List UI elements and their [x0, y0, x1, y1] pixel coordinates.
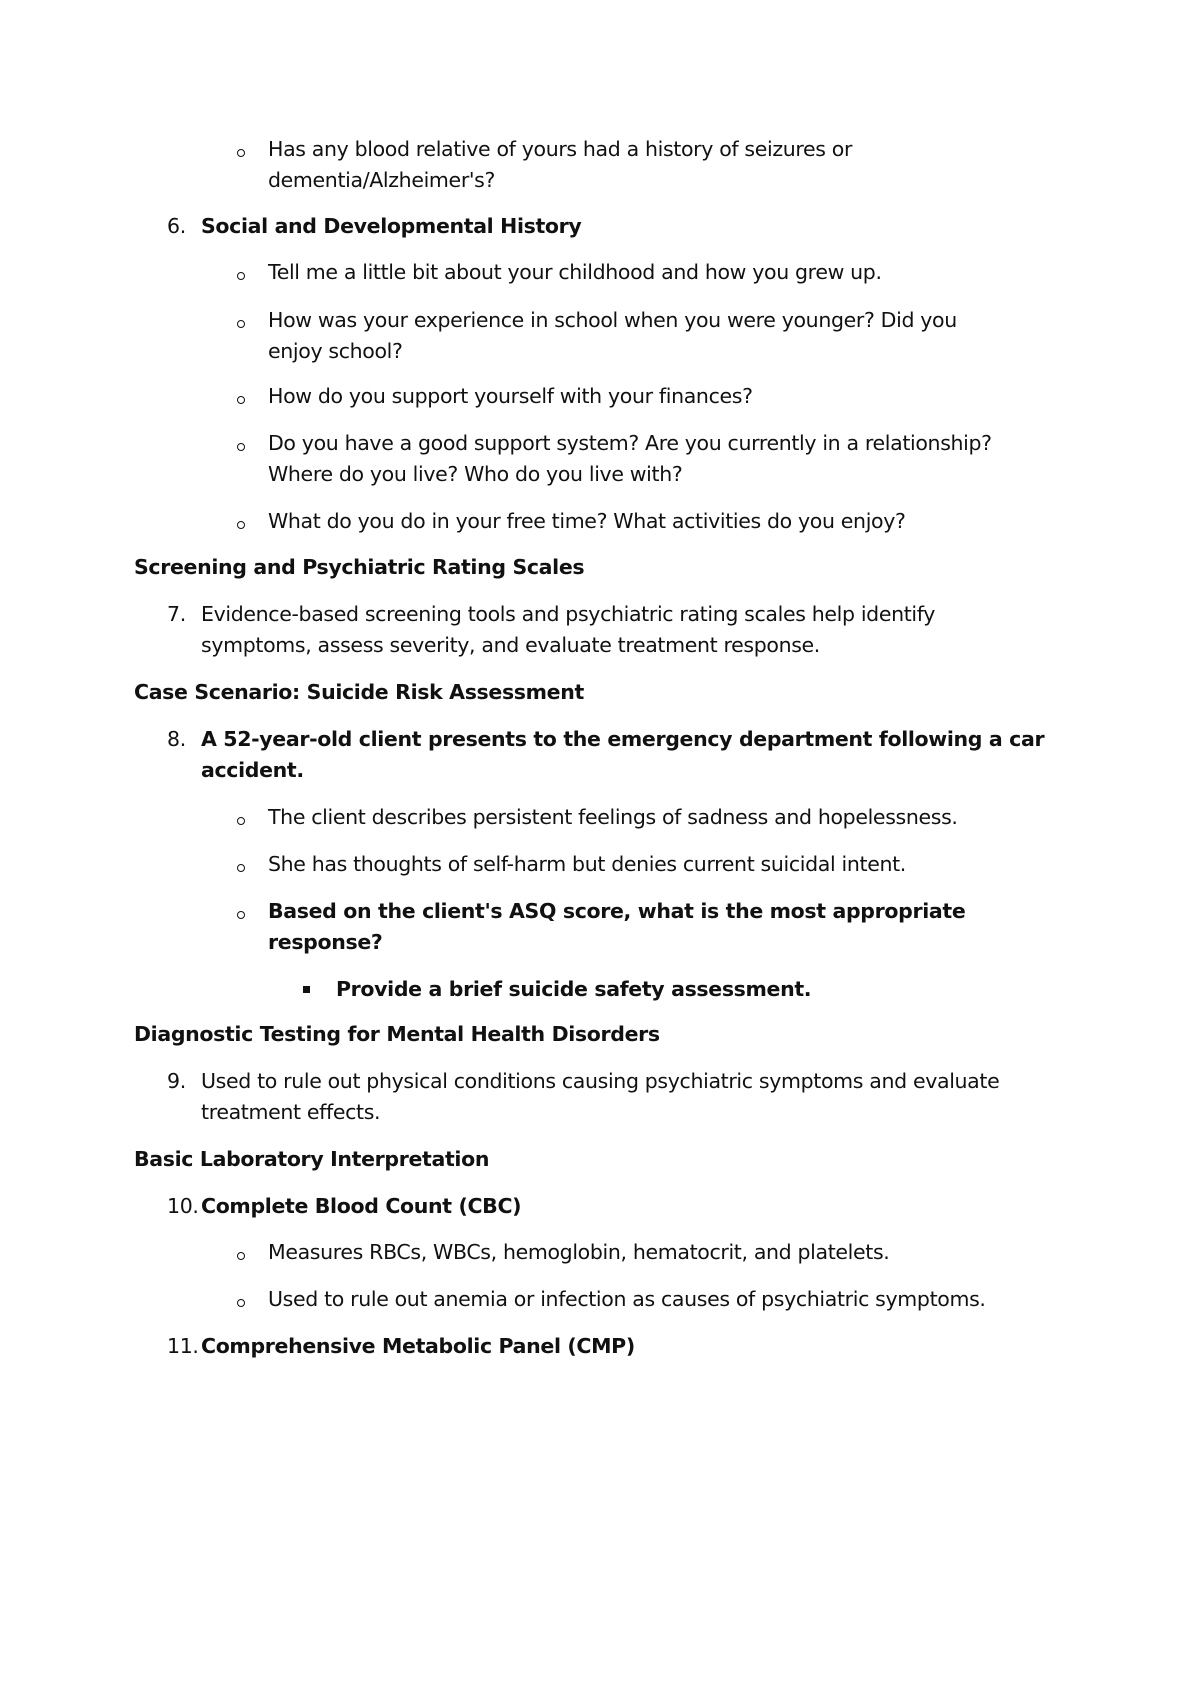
bullet-text-line: Has any blood relative of yours had a history of seizures or — [268, 137, 853, 161]
bullet-circle-icon — [237, 911, 245, 919]
sub-bullet-text-line: Provide a brief suicide safety assessment. — [336, 977, 812, 1001]
list-number: 8. — [167, 727, 186, 751]
section-heading: Basic Laboratory Interpretation — [134, 1147, 490, 1171]
list-number: 9. — [167, 1069, 186, 1093]
bullet-text-line: How was your experience in school when you were younger? Did you — [268, 308, 957, 332]
list-item-title: Complete Blood Count (CBC) — [201, 1194, 522, 1218]
bullet-text-line: Used to rule out anemia or infection as causes of psychiatric symptoms. — [268, 1287, 986, 1311]
list-item-text-line: Evidence-based screening tools and psychiatric rating scales help identify — [201, 602, 936, 626]
section-heading: Screening and Psychiatric Rating Scales — [134, 555, 585, 579]
bullet-text-line: The client describes persistent feelings of sadness and hopelessness. — [268, 805, 958, 829]
bullet-circle-icon — [237, 817, 245, 825]
list-number: 7. — [167, 602, 186, 626]
list-number: 11. — [167, 1334, 199, 1358]
bullet-circle-icon — [237, 396, 245, 404]
list-item-title: A 52-year-old client presents to the emergency department following a car — [201, 727, 1045, 751]
bullet-circle-icon — [237, 149, 245, 157]
bullet-text-line: Based on the client's ASQ score, what is the most appropriate — [268, 899, 966, 923]
bullet-text-line: Tell me a little bit about your childhood and how you grew up. — [268, 260, 882, 284]
bullet-square-icon — [303, 986, 310, 993]
list-number: 10. — [167, 1194, 199, 1218]
bullet-circle-icon — [237, 864, 245, 872]
list-number: 6. — [167, 214, 186, 238]
bullet-text-line: dementia/Alzheimer's? — [268, 168, 496, 192]
bullet-text-line: How do you support yourself with your finances? — [268, 384, 753, 408]
section-heading: Diagnostic Testing for Mental Health Disorders — [134, 1022, 660, 1046]
bullet-circle-icon — [237, 272, 245, 280]
bullet-circle-icon — [237, 1252, 245, 1260]
bullet-circle-icon — [237, 320, 245, 328]
bullet-text-line: enjoy school? — [268, 339, 403, 363]
section-heading: Case Scenario: Suicide Risk Assessment — [134, 680, 584, 704]
bullet-circle-icon — [237, 443, 245, 451]
list-item-text-line: treatment effects. — [201, 1100, 381, 1124]
bullet-text-line: Where do you live? Who do you live with? — [268, 462, 683, 486]
list-item-text-line: Used to rule out physical conditions causing psychiatric symptoms and evaluate — [201, 1069, 1000, 1093]
bullet-circle-icon — [237, 521, 245, 529]
list-item-title: accident. — [201, 758, 304, 782]
bullet-circle-icon — [237, 1299, 245, 1307]
list-item-text-line: symptoms, assess severity, and evaluate treatment response. — [201, 633, 820, 657]
list-item-title: Comprehensive Metabolic Panel (CMP) — [201, 1334, 635, 1358]
bullet-text-line: response? — [268, 930, 383, 954]
list-item-title: Social and Developmental History — [201, 214, 582, 238]
bullet-text-line: Measures RBCs, WBCs, hemoglobin, hematocrit, and platelets. — [268, 1240, 890, 1264]
bullet-text-line: She has thoughts of self-harm but denies current suicidal intent. — [268, 852, 906, 876]
bullet-text-line: Do you have a good support system? Are you currently in a relationship? — [268, 431, 992, 455]
bullet-text-line: What do you do in your free time? What activities do you enjoy? — [268, 509, 906, 533]
